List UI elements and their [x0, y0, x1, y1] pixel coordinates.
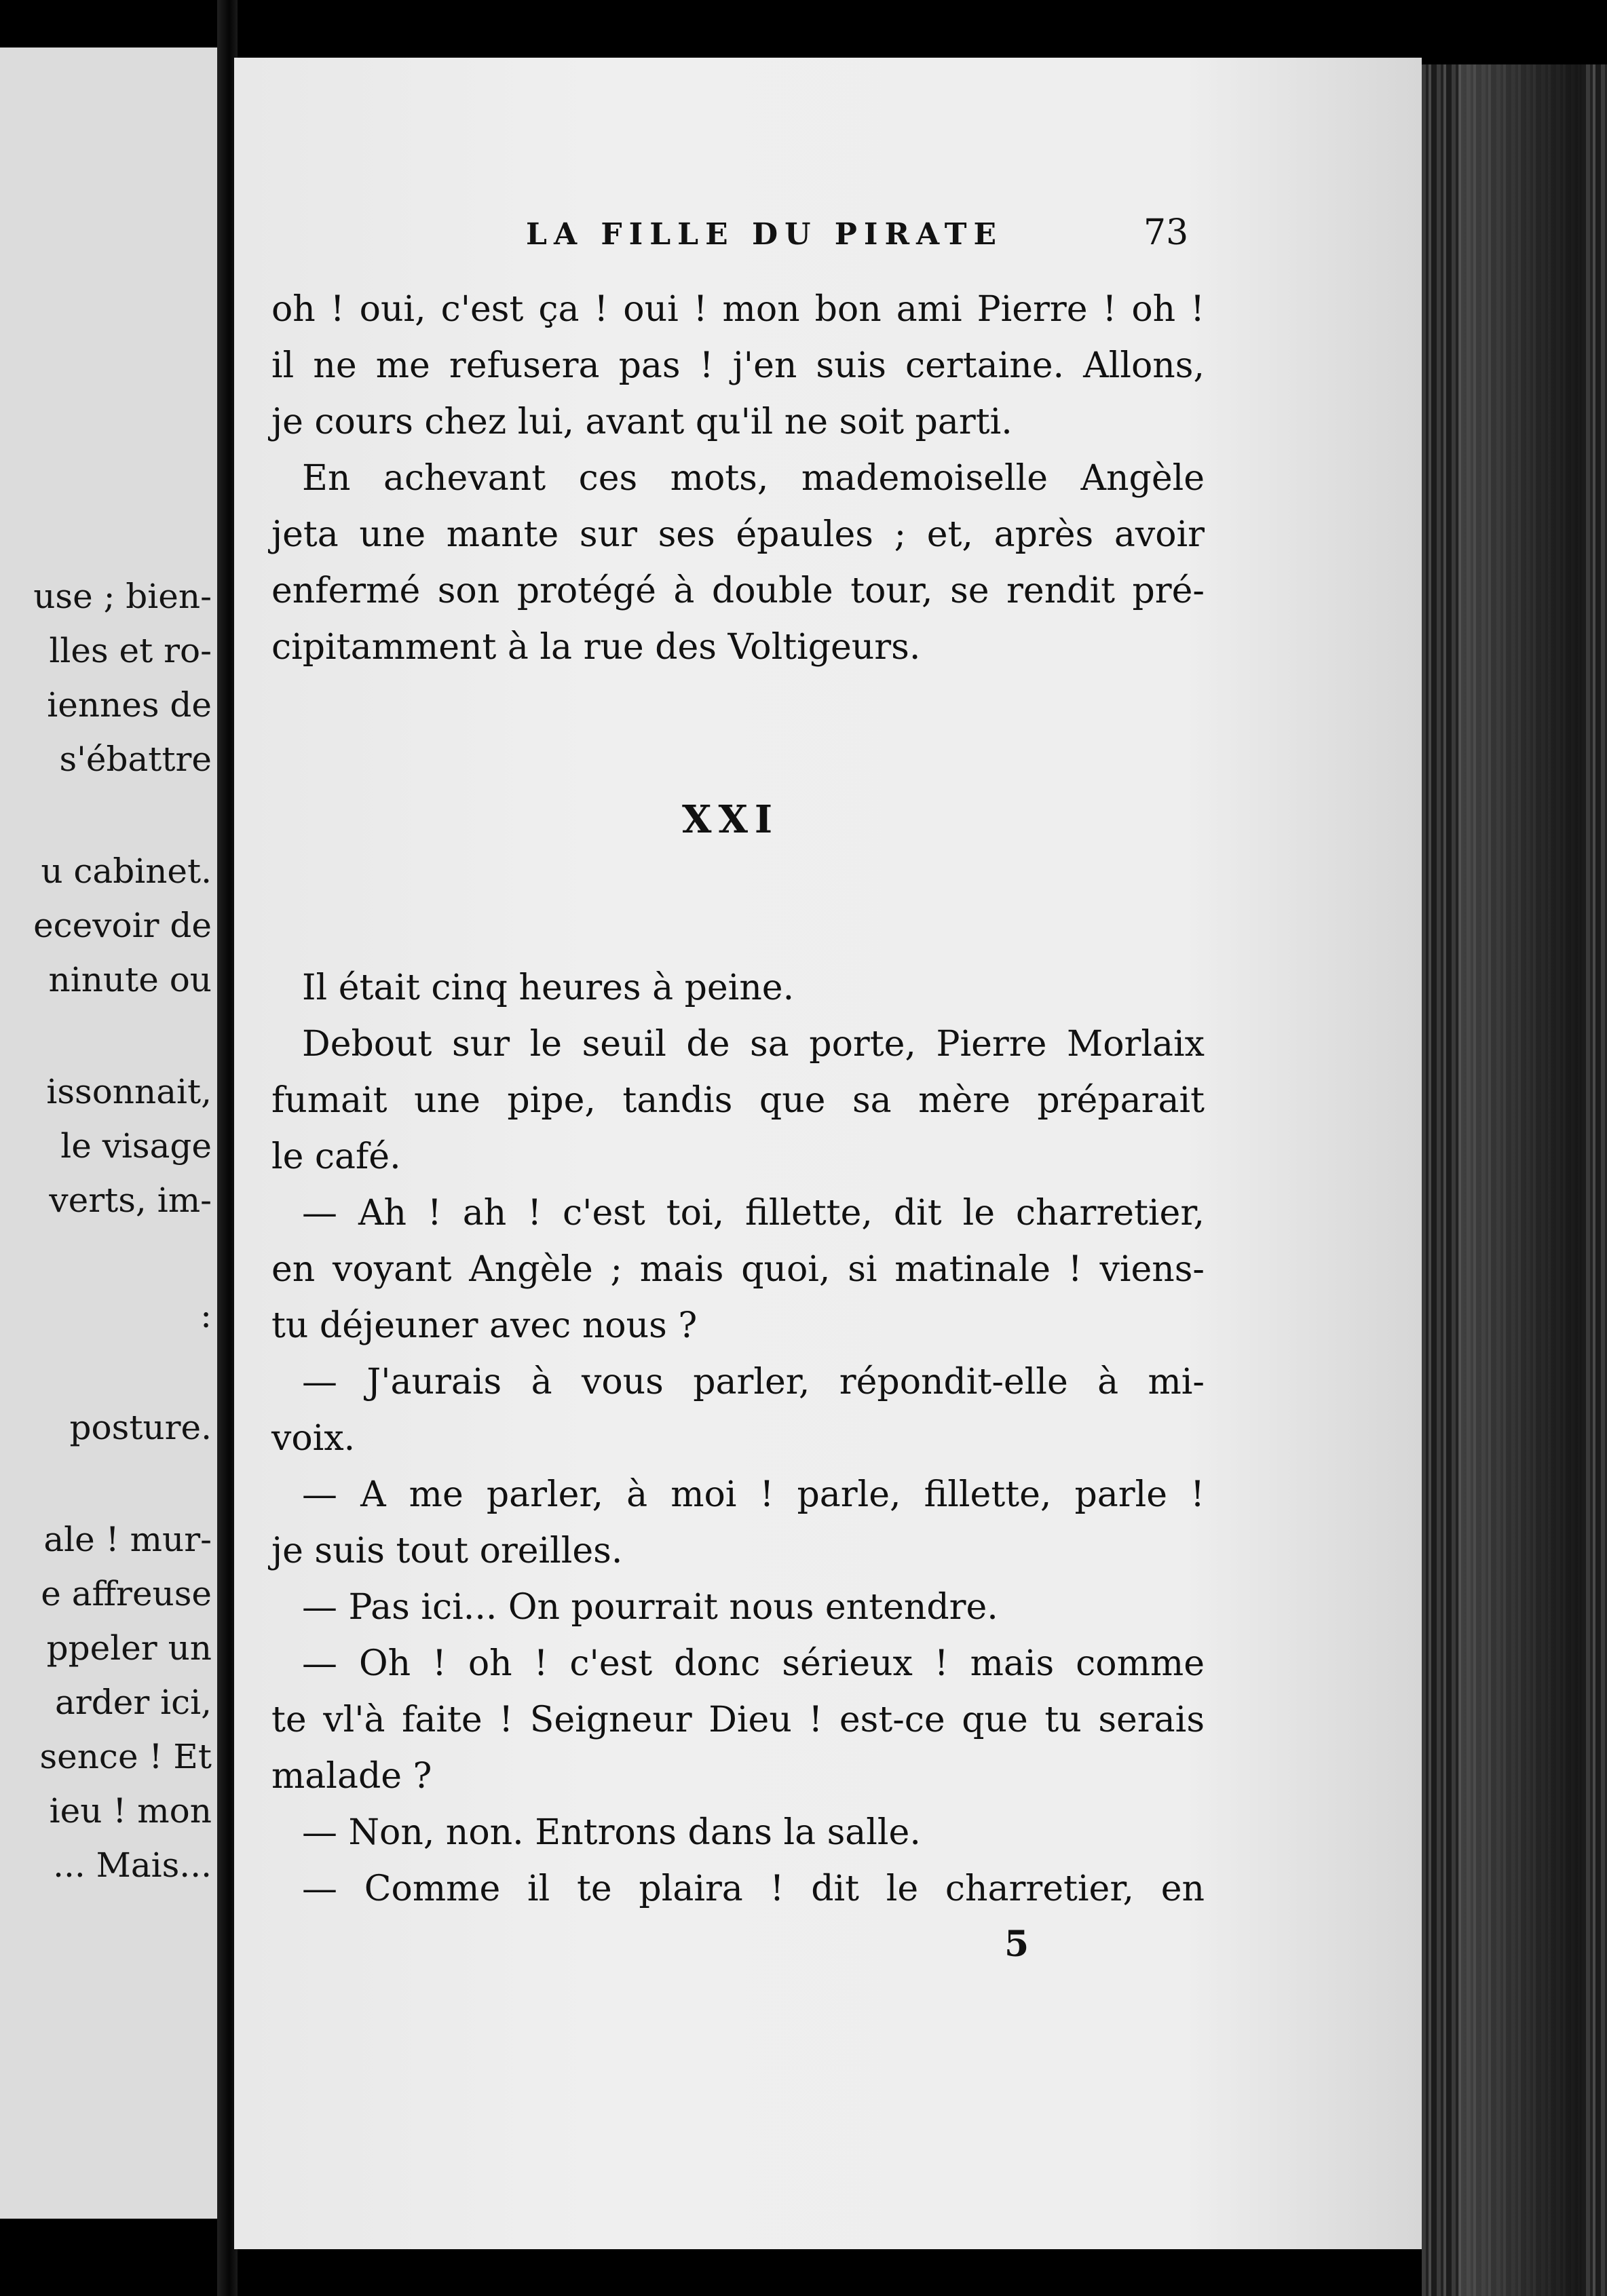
left-page-line: ppeler un	[46, 1628, 212, 1668]
text-line: enfermé son protégé à double tour, se rendit pré-	[271, 571, 1205, 611]
signature-mark: 5	[1004, 1924, 1029, 1965]
page-edges-shadow	[1459, 64, 1581, 2296]
left-page-line: ninute ou	[48, 960, 212, 999]
text-line: il ne me refusera pas ! j'en suis certaine. Allons,	[271, 345, 1205, 386]
text-line: Il était cinq heures à peine.	[302, 968, 795, 1008]
text-line: — Ah ! ah ! c'est toi, fillette, dit le charretier,	[302, 1193, 1205, 1233]
text-block	[271, 58, 1222, 2249]
text-line: voix.	[271, 1418, 356, 1459]
left-page	[0, 47, 217, 2219]
left-page-line: iennes de	[47, 685, 212, 725]
left-page-line: arder ici,	[55, 1683, 212, 1722]
text-line: le café.	[271, 1136, 401, 1177]
left-page-line: ecevoir de	[33, 906, 212, 945]
text-line: en voyant Angèle ; mais quoi, si matinale ! viens-	[271, 1249, 1205, 1290]
text-line: cipitamment à la rue des Voltigeurs.	[271, 627, 921, 668]
text-line: fumait une pipe, tandis que sa mère préparait	[271, 1080, 1205, 1121]
text-line: jeta une mante sur ses épaules ; et, après avoir	[271, 514, 1205, 555]
text-line: Debout sur le seuil de sa porte, Pierre Morlaix	[302, 1024, 1205, 1065]
left-page-line: le visage	[60, 1126, 212, 1166]
text-line: oh ! oui, c'est ça ! oui ! mon bon ami Pierre ! oh !	[271, 289, 1205, 330]
left-page-line: ... Mais...	[53, 1845, 212, 1885]
text-line: — Non, non. Entrons dans la salle.	[302, 1812, 921, 1853]
text-line: En achevant ces mots, mademoiselle Angèle	[302, 458, 1205, 499]
text-line: je cours chez lui, avant qu'il ne soit parti.	[271, 402, 1013, 442]
text-line: — J'aurais à vous parler, répondit-elle à mi-	[302, 1362, 1205, 1402]
left-page-line: verts, im-	[49, 1181, 212, 1220]
text-line: tu déjeuner avec nous ?	[271, 1305, 698, 1346]
left-page-line: s'ébattre	[59, 740, 212, 779]
text-line: — A me parler, à moi ! parle, fillette, parle !	[302, 1474, 1205, 1515]
left-page-line: lles et ro-	[49, 631, 212, 670]
left-page-line: use ; bien-	[33, 577, 212, 616]
left-page-line: sence ! Et	[39, 1737, 212, 1776]
text-line: malade ?	[271, 1756, 432, 1797]
left-page-line: ieu ! mon	[49, 1791, 212, 1831]
text-line: te vl'à faite ! Seigneur Dieu ! est-ce que tu serais	[271, 1700, 1205, 1740]
left-page-line: ale ! mur-	[43, 1520, 212, 1559]
text-line: — Comme il te plaira ! dit le charretier, en	[302, 1869, 1205, 1909]
left-page-line: posture.	[69, 1408, 212, 1447]
left-page-line: u cabinet.	[41, 852, 212, 891]
page-number: 73	[1143, 212, 1189, 253]
chapter-heading: XXI	[682, 797, 780, 842]
text-line: — Pas ici... On pourrait nous entendre.	[302, 1587, 998, 1628]
left-page-line: issonnait,	[46, 1072, 212, 1111]
running-title: LA FILLE DU PIRATE	[526, 217, 1004, 252]
text-line: je suis tout oreilles.	[271, 1531, 623, 1571]
text-line: — Oh ! oh ! c'est donc sérieux ! mais comme	[302, 1643, 1205, 1684]
left-page-line: e affreuse	[41, 1574, 212, 1613]
left-page-line: :	[200, 1296, 212, 1335]
right-page	[234, 58, 1422, 2249]
